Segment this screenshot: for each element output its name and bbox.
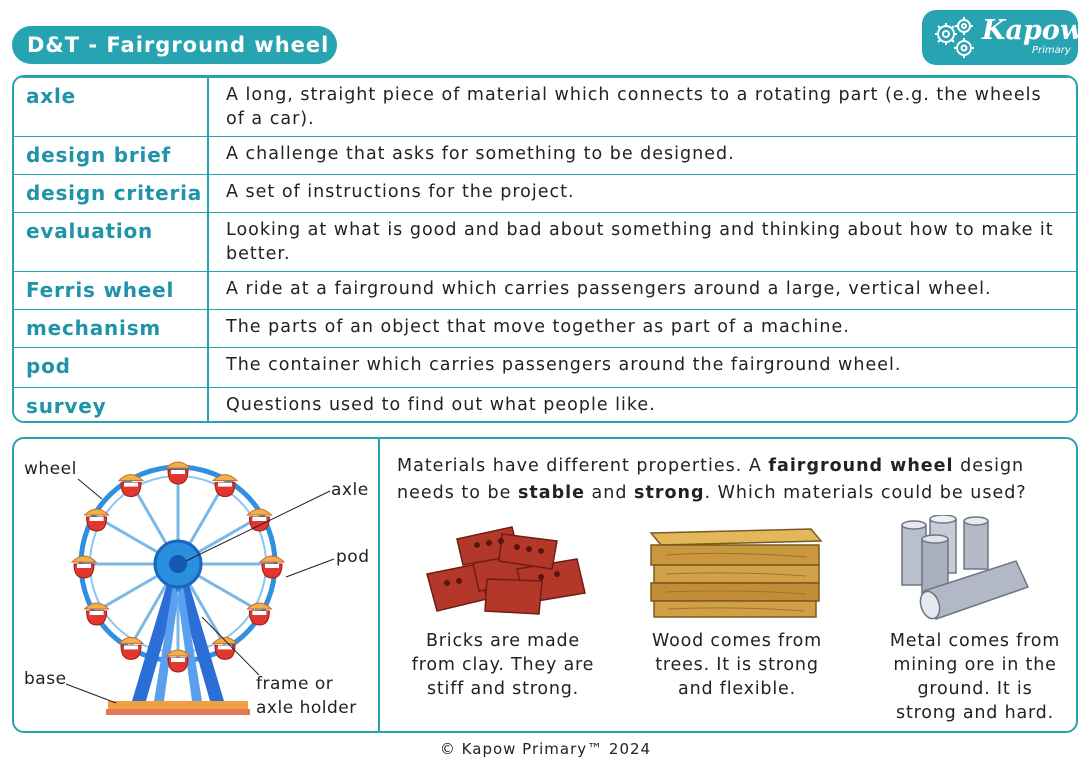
definition: A ride at a fairground which carries passengers around a large, vertical wheel.: [226, 279, 992, 299]
wood-caption: Wood comes from trees. It is strong and flexible.: [652, 631, 822, 699]
definition: Looking at what is good and bad about something and thinking about how to make it better.: [226, 220, 1054, 264]
definition: A long, straight piece of material which connects to a rotating part (e.g. the wheels of a car).: [226, 85, 1042, 129]
term: pod: [26, 354, 71, 378]
vocabulary-table: [12, 75, 1078, 423]
table-row: [14, 347, 1076, 387]
label-axle-holder: axle holder: [256, 698, 357, 718]
table-row: [14, 174, 1076, 212]
bricks-icon: [417, 519, 597, 619]
term: design criteria: [26, 181, 203, 205]
wood-planks-icon: [646, 521, 826, 621]
wheel-pod: [119, 637, 143, 659]
term: Ferris wheel: [26, 278, 175, 302]
term: evaluation: [26, 219, 154, 243]
logo-sub: Primary: [1032, 45, 1071, 56]
table-row: [14, 212, 1076, 271]
gears-icon: [930, 14, 982, 62]
label-axle: axle: [331, 480, 369, 500]
logo-text: Kapow: [982, 15, 1084, 46]
definition: A set of instructions for the project.: [226, 182, 575, 202]
table-row: [14, 271, 1076, 309]
wheel-pod: [72, 556, 96, 578]
wheel-pod: [85, 603, 109, 625]
table-row: [14, 77, 1076, 136]
definition: A challenge that asks for something to be designed.: [226, 144, 735, 164]
metal-pipes-icon: [894, 515, 1034, 625]
materials-panel: [12, 437, 1078, 733]
term: survey: [26, 394, 107, 418]
definition: The parts of an object that move together as part of a machine.: [226, 317, 850, 337]
term: mechanism: [26, 316, 162, 340]
wheel-pod: [260, 556, 284, 578]
wheel-pod: [213, 475, 237, 497]
wheel-pod: [119, 475, 143, 497]
kapow-logo: [922, 10, 1084, 65]
table-row: [14, 387, 1076, 423]
table-row: [14, 136, 1076, 174]
bricks-caption: Bricks are made from clay. They are stiff and strong.: [411, 631, 595, 699]
copyright-footer: © Kapow Primary™ 2024: [439, 740, 652, 758]
materials-intro: Materials have different properties. A fairground wheel design needs to be stable and strong. Which materials could be used?: [397, 456, 1027, 503]
label-pod: pod: [336, 547, 370, 567]
wheel-pod: [247, 603, 271, 625]
label-base: base: [24, 669, 67, 689]
definition: Questions used to find out what people like.: [226, 395, 656, 415]
metal-caption: Metal comes from mining ore in the ground. It is strong and hard.: [889, 631, 1061, 723]
definition: The container which carries passengers around the fairground wheel.: [226, 355, 902, 375]
page-title: D&T - Fairground wheel: [12, 26, 337, 64]
panel-divider: [378, 439, 380, 731]
wheel-pod: [166, 650, 190, 672]
wheel-pod: [166, 462, 190, 484]
label-wheel: wheel: [24, 459, 77, 479]
label-frame: frame or: [256, 674, 334, 694]
term: axle: [26, 84, 77, 108]
term: design brief: [26, 143, 172, 167]
table-row: [14, 309, 1076, 347]
